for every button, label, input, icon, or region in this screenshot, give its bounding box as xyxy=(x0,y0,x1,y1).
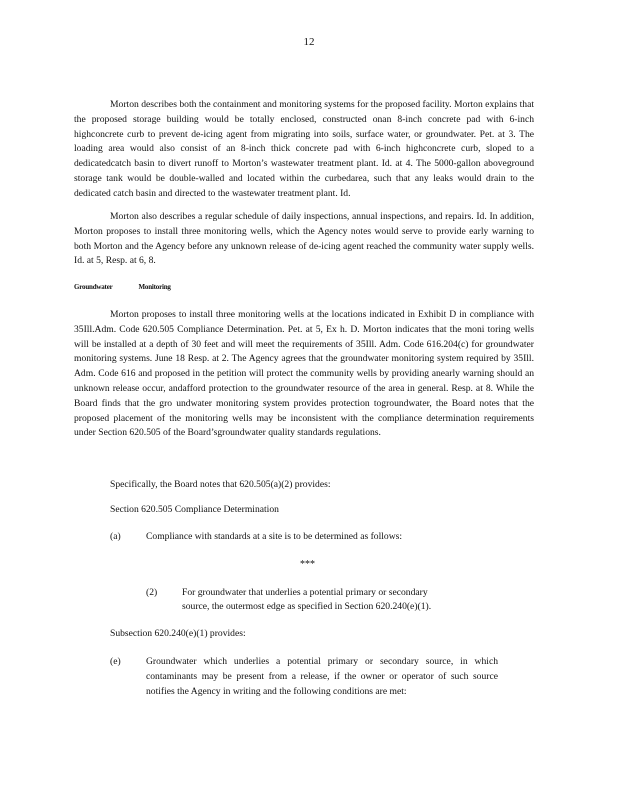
heading-word-monitoring: Monitoring xyxy=(138,283,171,291)
item-e-label: (e) xyxy=(110,656,121,667)
paragraph-monitoring-wells: Morton proposes to install three monitoring wells at the locations indicated in Exhibit D in compliance with 35Ill.Adm. Code 620.505 Compliance Determination. Pet. at 5, Ex h. D. Morton indicates that the moni toring wells will be installed at a depth of 30 feet and will meet the requirements of 35Ill. Adm. Code 616.204(c) for groundwater monitoring systems. June 18 Resp. at 2. The Agency agrees that the groundwater monitoring system required by 35Ill. Adm. Code 616 and proposed in the petition will protect the community wells by providing anearly warning should an unknown release occur, andafford protection to the groundwater resource of the area in general. Resp. at 8. While the Board finds that the gro undwater monitoring system provides protection togroundwater, the Board notes that the proposed placement of the monitoring wells may be inconsistent with the compliance determination requirements under Section 620.505 of the Board’sgroundwater quality standards regulations. xyxy=(74,309,534,439)
item-2-label: (2) xyxy=(146,587,158,598)
ellipsis-stars: *** xyxy=(300,559,315,570)
specifically-line: Specifically, the Board notes that 620.505(a)(2) provides: xyxy=(110,479,331,490)
item-2-line2: source, the outermost edge as specified in Section 620.240(e)(1). xyxy=(182,601,432,612)
paragraph-inspections: Morton also describes a regular schedule of daily inspections, annual inspections, and repairs. Id. In addition, Morton proposes to install three monitoring wells, which the Agency notes would serve to provide early warning to both Morton and the Agency before any unknown release of de-icing agent reached the community water supply wells. Id. at 5, Resp. at 6, 8. xyxy=(74,211,534,267)
section-heading xyxy=(74,283,171,291)
heading-word-groundwater: Groundwater xyxy=(74,283,113,291)
page-number: 12 xyxy=(303,36,315,48)
section-title: Section 620.505 Compliance Determination xyxy=(110,504,279,515)
item-2-line1: For groundwater that underlies a potential primary or secondary xyxy=(182,587,428,598)
item-a-label: (a) xyxy=(110,531,121,542)
item-a-text: Compliance with standards at a site is to be determined as follows: xyxy=(146,531,403,542)
item-e-text: Groundwater which underlies a potential primary or secondary source, in which contaminants may be present from a release, if the owner or operator of such source notifies the Agency in writing and the following conditions are met: xyxy=(146,656,498,697)
subsection-intro: Subsection 620.240(e)(1) provides: xyxy=(110,628,246,639)
paragraph-containment: Morton describes both the containment and monitoring systems for the proposed facility. Morton explains that the proposed storage building would be totally enclosed, constructed onan 8-inch concrete pad with 6-inch highconcrete curb to prevent de-icing agent from migrating into soils, surface water, or groundwater. Pet. at 3. The loading area would also consist of an 8-inch thick concrete pad with 6-inch highconcrete curb, sloped to a dedicatedcatch basin to divert runoff to Morton’s wastewater treatment plant. Id. at 4. The 5000-gallon aboveground storage tank would be double-walled and located within the curbedarea, such that any leaks would drain to the dedicated catch basin and directed to the wastewater treatment plant. Id. xyxy=(74,99,534,199)
